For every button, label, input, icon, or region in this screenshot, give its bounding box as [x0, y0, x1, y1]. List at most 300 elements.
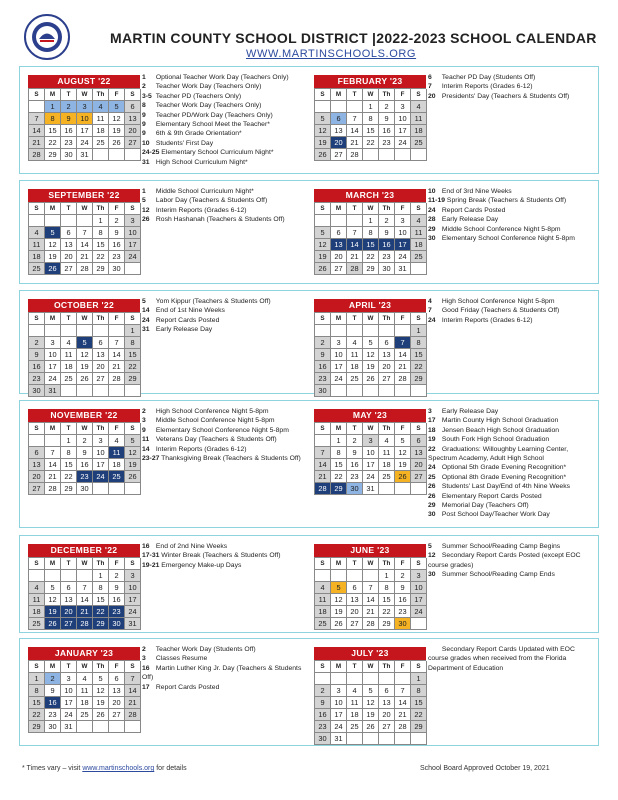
day-cell: 23 — [109, 251, 125, 263]
weekday-header: S — [315, 661, 331, 673]
weekday-header: M — [45, 89, 61, 101]
day-cell: 23 — [61, 137, 77, 149]
day-cell: 25 — [77, 709, 93, 721]
event-date: 7 — [428, 307, 432, 315]
day-cell: 29 — [125, 373, 141, 385]
day-cell: 19 — [363, 361, 379, 373]
day-cell: 4 — [61, 337, 77, 349]
day-cell: 24 — [93, 471, 109, 483]
event-text: Optional 5th Grade Evening Recognition* — [441, 464, 567, 472]
day-cell: 28 — [315, 483, 331, 495]
day-cell: 11 — [379, 447, 395, 459]
weekday-header: T — [61, 661, 77, 673]
event-text: Rosh Hashanah (Teachers & Students Off) — [155, 216, 285, 224]
day-cell: 5 — [315, 227, 331, 239]
event-text: Winter Break (Teachers & Students Off) — [161, 552, 281, 560]
weekday-header: S — [411, 661, 427, 673]
empty-day-cell — [61, 570, 77, 582]
event-date: 16 — [142, 664, 150, 672]
empty-day-cell — [93, 149, 109, 161]
day-cell: 31 — [331, 733, 347, 745]
day-cell: 22 — [331, 471, 347, 483]
event-date: 3 — [428, 408, 432, 415]
weekday-header: W — [363, 313, 379, 325]
day-cell: 6 — [29, 447, 45, 459]
day-cell: 27 — [379, 373, 395, 385]
event-date: 1 — [142, 188, 146, 195]
day-cell: 30 — [61, 149, 77, 161]
event-item — [142, 101, 302, 110]
weekday-header: T — [347, 661, 363, 673]
day-cell: 18 — [315, 606, 331, 618]
event-date: 24-25 — [142, 149, 160, 157]
day-cell: 23 — [77, 471, 93, 483]
day-cell: 30 — [109, 618, 125, 630]
day-cell: 20 — [331, 251, 347, 263]
event-list — [428, 297, 593, 325]
event-date: 1 — [142, 74, 146, 81]
weekday-header: T — [61, 313, 77, 325]
day-cell: 3 — [125, 570, 141, 582]
day-cell: 18 — [411, 239, 427, 251]
day-cell: 8 — [411, 337, 427, 349]
event-item — [142, 407, 302, 416]
day-cell: 9 — [315, 349, 331, 361]
day-cell: 30 — [347, 483, 363, 495]
day-cell: 1 — [93, 570, 109, 582]
day-cell: 18 — [347, 361, 363, 373]
event-list — [428, 407, 593, 520]
event-date: 17-31 — [142, 552, 160, 560]
day-cell: 25 — [411, 251, 427, 263]
day-cell: 30 — [379, 263, 395, 275]
event-text: Early Release Day — [155, 326, 213, 334]
empty-day-cell — [125, 149, 141, 161]
weekday-header: W — [77, 203, 93, 215]
day-cell: 2 — [45, 673, 61, 685]
day-cell: 21 — [77, 251, 93, 263]
day-cell: 30 — [315, 733, 331, 745]
event-item — [142, 215, 302, 224]
weekday-header: S — [315, 423, 331, 435]
event-text: Teacher PD (Teachers Only) — [155, 92, 242, 100]
event-text: Martin Luther King Jr. Day (Teachers & Students Off) — [142, 664, 302, 682]
event-text: Report Cards Posted — [155, 316, 220, 324]
event-item — [428, 473, 593, 482]
empty-day-cell — [395, 733, 411, 745]
event-text: Secondary Report Cards Posted (except EOC course grades) — [428, 552, 581, 569]
event-date: 9 — [142, 121, 146, 129]
event-item — [428, 92, 593, 101]
event-date: 19-21 — [142, 561, 160, 569]
day-cell: 30 — [45, 721, 61, 733]
day-cell: 16 — [379, 239, 395, 251]
event-text: Elementary Report Cards Posted — [441, 492, 542, 500]
day-cell: 28 — [77, 618, 93, 630]
empty-day-cell — [347, 385, 363, 397]
website-link[interactable]: WWW.MARTINSCHOOLS.ORG — [246, 48, 417, 60]
day-cell: 12 — [315, 125, 331, 137]
day-cell: 5 — [45, 227, 61, 239]
empty-day-cell — [331, 570, 347, 582]
weekday-header: Th — [93, 558, 109, 570]
day-cell: 1 — [29, 673, 45, 685]
day-cell: 24 — [77, 137, 93, 149]
day-cell: 4 — [347, 337, 363, 349]
day-cell: 14 — [315, 459, 331, 471]
empty-day-cell — [315, 570, 331, 582]
day-cell: 20 — [61, 251, 77, 263]
day-cell: 29 — [93, 263, 109, 275]
month-grid — [314, 557, 426, 630]
month-grid — [314, 660, 426, 745]
day-cell: 30 — [29, 385, 45, 397]
day-cell: 14 — [77, 239, 93, 251]
empty-day-cell — [125, 483, 141, 495]
day-cell: 11 — [77, 685, 93, 697]
day-cell: 22 — [363, 137, 379, 149]
event-text: Jensen Beach High School Graduation — [441, 426, 560, 434]
weekday-header: W — [77, 89, 93, 101]
day-cell: 26 — [77, 373, 93, 385]
day-cell: 24 — [395, 137, 411, 149]
day-cell: 12 — [125, 447, 141, 459]
weekday-header: F — [395, 89, 411, 101]
event-item — [142, 454, 302, 463]
day-cell: 10 — [77, 113, 93, 125]
event-item — [142, 426, 302, 435]
day-cell: 2 — [109, 570, 125, 582]
event-date: 5 — [142, 298, 146, 305]
weekday-header: S — [125, 423, 141, 435]
day-cell: 29 — [411, 373, 427, 385]
empty-day-cell — [347, 673, 363, 685]
day-cell: 8 — [363, 227, 379, 239]
day-cell: 10 — [93, 447, 109, 459]
empty-day-cell — [125, 263, 141, 275]
weekday-header: W — [363, 423, 379, 435]
day-cell: 20 — [125, 125, 141, 137]
day-cell: 16 — [347, 459, 363, 471]
weekday-header: S — [29, 558, 45, 570]
event-date: 5 — [142, 197, 146, 205]
day-cell: 2 — [29, 337, 45, 349]
event-item — [142, 542, 302, 551]
weekday-header: S — [29, 423, 45, 435]
weekday-header: M — [331, 89, 347, 101]
calendar-row — [19, 180, 599, 284]
event-date: 11 — [142, 436, 150, 444]
day-cell: 30 — [77, 483, 93, 495]
event-item — [428, 482, 593, 491]
day-cell: 7 — [125, 673, 141, 685]
weekday-header: T — [61, 203, 77, 215]
day-cell: 16 — [29, 361, 45, 373]
day-cell: 27 — [379, 721, 395, 733]
day-cell: 12 — [93, 685, 109, 697]
empty-day-cell — [45, 435, 61, 447]
day-cell: 8 — [331, 447, 347, 459]
day-cell: 3 — [331, 337, 347, 349]
day-cell: 25 — [29, 618, 45, 630]
event-list — [428, 73, 593, 101]
day-cell: 7 — [77, 227, 93, 239]
day-cell: 4 — [109, 435, 125, 447]
day-cell: 18 — [77, 697, 93, 709]
event-item — [428, 463, 593, 472]
weekday-header: Th — [93, 203, 109, 215]
day-cell: 18 — [379, 459, 395, 471]
day-cell: 22 — [93, 251, 109, 263]
day-cell: 26 — [109, 137, 125, 149]
day-cell: 3 — [45, 337, 61, 349]
day-cell: 13 — [379, 697, 395, 709]
day-cell: 19 — [45, 606, 61, 618]
month-grid — [28, 312, 140, 397]
weekday-header: F — [395, 313, 411, 325]
day-cell: 26 — [45, 263, 61, 275]
day-cell: 8 — [45, 113, 61, 125]
event-item — [428, 73, 593, 82]
day-cell: 24 — [411, 606, 427, 618]
empty-day-cell — [379, 733, 395, 745]
weekday-header: Th — [379, 661, 395, 673]
event-date: 31 — [142, 326, 150, 334]
empty-day-cell — [411, 263, 427, 275]
empty-day-cell — [411, 483, 427, 495]
day-cell: 5 — [315, 113, 331, 125]
day-cell: 16 — [45, 697, 61, 709]
day-cell: 25 — [379, 471, 395, 483]
day-cell: 20 — [411, 459, 427, 471]
day-cell: 5 — [395, 435, 411, 447]
empty-day-cell — [315, 101, 331, 113]
month-title: OCTOBER '22 — [28, 299, 140, 312]
event-date: 3-5 — [142, 92, 152, 100]
empty-day-cell — [109, 721, 125, 733]
month-calendar — [28, 75, 140, 161]
weekday-header: W — [77, 558, 93, 570]
event-text: Thanksgiving Break (Teachers & Students Off) — [161, 455, 301, 463]
day-cell: 22 — [125, 361, 141, 373]
event-item — [142, 139, 302, 148]
event-date: 24 — [428, 464, 436, 472]
weekday-header: F — [109, 89, 125, 101]
day-cell: 31 — [363, 483, 379, 495]
day-cell: 9 — [29, 349, 45, 361]
month-grid — [314, 312, 426, 397]
event-date: 9 — [142, 130, 146, 138]
event-date: 19 — [428, 436, 436, 444]
event-text: Elementary School Meet the Teacher* — [155, 121, 270, 129]
event-text: Students' First Day — [155, 139, 214, 147]
day-cell: 9 — [45, 685, 61, 697]
day-cell: 19 — [125, 459, 141, 471]
day-cell: 30 — [395, 618, 411, 630]
day-cell: 13 — [347, 594, 363, 606]
event-text: Presidents' Day (Teachers & Students Off) — [441, 92, 570, 100]
day-cell: 21 — [125, 697, 141, 709]
event-date: 5 — [428, 543, 432, 550]
empty-day-cell — [315, 673, 331, 685]
day-cell: 21 — [395, 709, 411, 721]
empty-day-cell — [379, 385, 395, 397]
empty-day-cell — [77, 215, 93, 227]
empty-day-cell — [77, 325, 93, 337]
day-cell: 25 — [29, 263, 45, 275]
day-cell: 11 — [347, 349, 363, 361]
empty-day-cell — [61, 385, 77, 397]
day-cell: 27 — [61, 263, 77, 275]
event-date: 2 — [142, 408, 146, 415]
empty-day-cell — [29, 215, 45, 227]
event-date: 10 — [428, 188, 436, 195]
empty-day-cell — [315, 325, 331, 337]
event-item — [142, 654, 302, 663]
weekday-header: Th — [379, 313, 395, 325]
event-date: 8 — [142, 102, 146, 110]
month-calendar — [314, 75, 426, 161]
weekday-header: Th — [379, 89, 395, 101]
day-cell: 8 — [93, 582, 109, 594]
event-text: Teacher PD/Work Day (Teachers Only) — [155, 111, 273, 119]
empty-day-cell — [379, 483, 395, 495]
month-calendar — [314, 189, 426, 275]
day-cell: 12 — [45, 594, 61, 606]
month-grid — [28, 557, 140, 630]
weekday-header: W — [77, 423, 93, 435]
day-cell: 2 — [379, 101, 395, 113]
day-cell: 26 — [315, 263, 331, 275]
day-cell: 12 — [331, 594, 347, 606]
empty-day-cell — [61, 215, 77, 227]
day-cell: 17 — [125, 239, 141, 251]
event-list — [428, 542, 593, 580]
weekday-header: F — [395, 423, 411, 435]
day-cell: 25 — [61, 373, 77, 385]
day-cell: 12 — [315, 239, 331, 251]
day-cell: 31 — [125, 618, 141, 630]
day-cell: 17 — [395, 239, 411, 251]
event-text: Middle School Conference Night 5-8pm — [155, 417, 275, 425]
day-cell: 17 — [363, 459, 379, 471]
day-cell: 26 — [315, 149, 331, 161]
event-item — [428, 407, 593, 416]
event-date: 18 — [428, 426, 436, 434]
event-text: Middle School Curriculum Night* — [155, 188, 254, 195]
empty-day-cell — [347, 733, 363, 745]
day-cell: 10 — [331, 697, 347, 709]
day-cell: 28 — [363, 618, 379, 630]
weekday-header: S — [29, 203, 45, 215]
day-cell: 7 — [45, 447, 61, 459]
day-cell: 14 — [109, 349, 125, 361]
day-cell: 1 — [93, 215, 109, 227]
weekday-header: M — [45, 423, 61, 435]
event-text: Optional 8th Grade Evening Recognition* — [441, 473, 567, 481]
day-cell: 15 — [411, 697, 427, 709]
weekday-header: Th — [93, 313, 109, 325]
day-cell: 15 — [45, 125, 61, 137]
event-text: Good Friday (Teachers & Students Off) — [441, 307, 560, 315]
weekday-header: W — [363, 203, 379, 215]
day-cell: 15 — [93, 239, 109, 251]
day-cell: 11 — [29, 594, 45, 606]
day-cell: 18 — [347, 709, 363, 721]
day-cell: 10 — [125, 227, 141, 239]
district-seal-icon — [24, 14, 70, 60]
event-item — [142, 148, 302, 157]
event-item — [142, 206, 302, 215]
event-date: 2 — [142, 83, 146, 91]
day-cell: 15 — [29, 697, 45, 709]
day-cell: 17 — [125, 594, 141, 606]
day-cell: 16 — [109, 239, 125, 251]
day-cell: 27 — [109, 709, 125, 721]
day-cell: 23 — [347, 471, 363, 483]
event-date: 2 — [142, 646, 146, 653]
event-item — [142, 196, 302, 205]
day-cell: 15 — [331, 459, 347, 471]
calendar-row — [19, 638, 599, 746]
day-cell: 23 — [45, 709, 61, 721]
event-list — [142, 407, 302, 463]
day-cell: 14 — [395, 349, 411, 361]
day-cell: 7 — [77, 582, 93, 594]
day-cell: 21 — [109, 361, 125, 373]
event-item — [428, 306, 593, 315]
event-item — [428, 297, 593, 306]
event-item — [142, 561, 302, 570]
day-cell: 3 — [77, 101, 93, 113]
empty-day-cell — [363, 673, 379, 685]
empty-day-cell — [93, 721, 109, 733]
day-cell: 24 — [331, 373, 347, 385]
event-item — [142, 325, 302, 334]
day-cell: 24 — [395, 251, 411, 263]
event-date: 17 — [142, 683, 150, 691]
weekday-header: T — [61, 423, 77, 435]
calendar-row — [19, 400, 599, 528]
empty-day-cell — [93, 483, 109, 495]
footer-website-link[interactable]: www.martinschools.org — [82, 765, 155, 772]
day-cell: 28 — [347, 263, 363, 275]
event-item — [428, 445, 593, 464]
event-item — [142, 82, 302, 91]
day-cell: 12 — [395, 447, 411, 459]
day-cell: 8 — [411, 685, 427, 697]
month-grid — [28, 422, 140, 495]
day-cell: 7 — [363, 582, 379, 594]
calendar-row — [19, 66, 599, 174]
day-cell: 28 — [395, 373, 411, 385]
day-cell: 11 — [109, 447, 125, 459]
day-cell: 3 — [395, 215, 411, 227]
day-cell: 25 — [347, 373, 363, 385]
empty-day-cell — [379, 325, 395, 337]
event-text: End of 2nd Nine Weeks — [155, 543, 228, 550]
event-item — [142, 435, 302, 444]
day-cell: 29 — [45, 149, 61, 161]
day-cell: 9 — [77, 447, 93, 459]
weekday-header: S — [411, 558, 427, 570]
day-cell: 26 — [395, 471, 411, 483]
month-grid — [28, 660, 140, 733]
event-text: Veterans Day (Teachers & Students Off) — [155, 436, 277, 444]
empty-day-cell — [347, 215, 363, 227]
event-item — [428, 645, 593, 673]
day-cell: 5 — [77, 337, 93, 349]
